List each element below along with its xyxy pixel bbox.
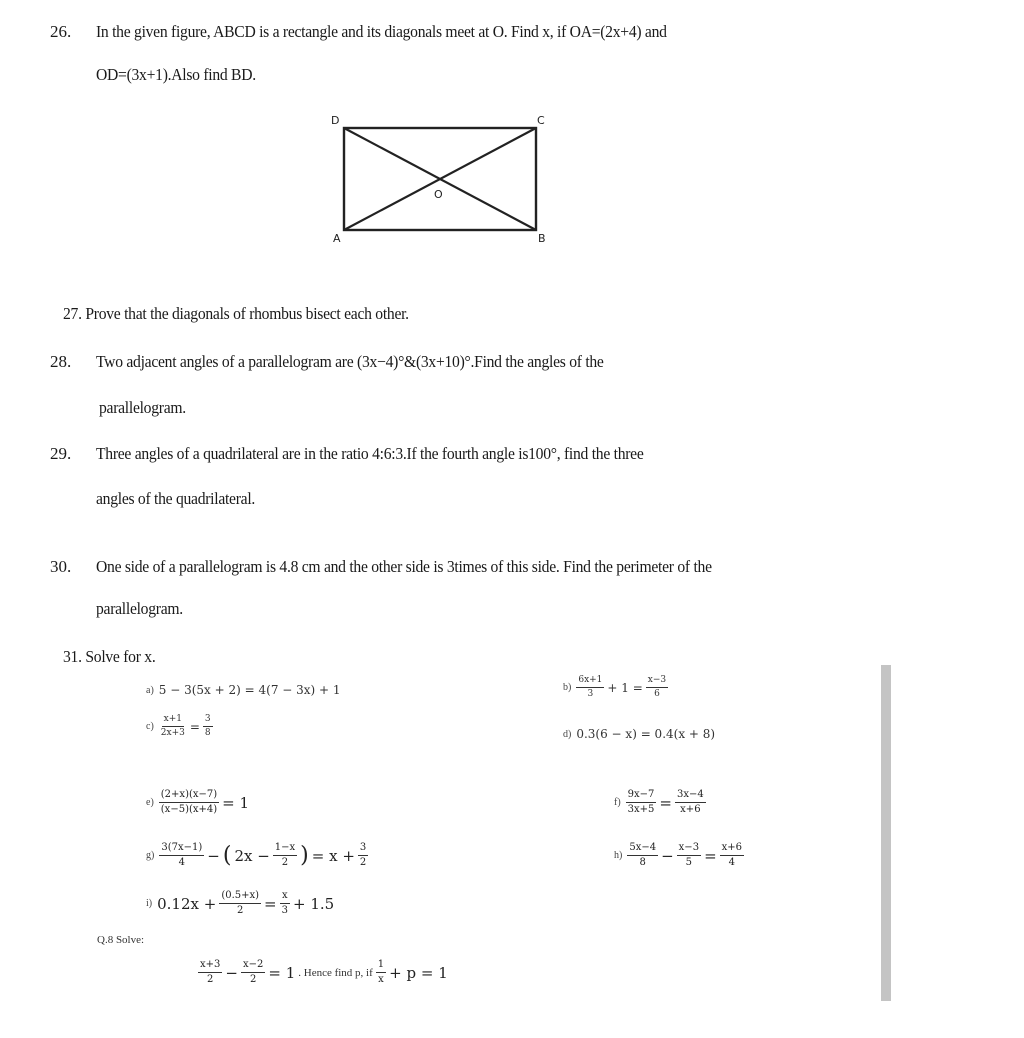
numerator: x−3 — [677, 843, 701, 856]
term: + 1.5 — [293, 894, 335, 913]
question-31-title: 31. Solve for x. — [63, 647, 156, 666]
hence-text: . Hence find p, if — [298, 966, 373, 979]
denominator: 4 — [728, 857, 736, 868]
equation-f — [614, 790, 706, 815]
fraction — [203, 715, 213, 738]
operator: = x + — [311, 846, 355, 865]
numerator: 1 — [376, 960, 386, 973]
equation-b — [563, 676, 668, 699]
equation-c — [146, 715, 213, 738]
numerator: x−3 — [646, 676, 668, 688]
operator: = 1 — [222, 793, 250, 812]
denominator: 5 — [685, 857, 693, 868]
fraction — [358, 843, 368, 868]
equation-i — [146, 891, 334, 916]
question-number-28: 28. — [50, 352, 72, 371]
denominator: 8 — [639, 857, 646, 868]
operator: − — [207, 846, 220, 865]
equation-d — [563, 727, 715, 741]
fraction — [675, 790, 706, 815]
denominator: 2 — [207, 974, 214, 985]
question-30-text-line1: One side of a parallelogram is 4.8 cm and the other side is 3times of this side. Find the perimeter of the — [96, 557, 712, 576]
q8-title: Q.8 Solve: — [97, 934, 145, 946]
fraction — [627, 843, 658, 868]
fraction — [198, 960, 222, 985]
denominator: x+6 — [680, 804, 701, 815]
equation-a-expr: 5 − 3(5x + 2) = 4(7 − 3x) + 1 — [158, 683, 341, 697]
question-27-text: Prove that the diagonals of rhombus bisect each other. — [85, 304, 409, 323]
vertical-divider-bar — [881, 665, 891, 1001]
right-paren: ) — [300, 842, 309, 868]
denominator: 2x+3 — [160, 728, 185, 738]
question-26-text-line2: OD=(3x+1).Also find BD. — [96, 65, 256, 84]
question-27 — [63, 304, 409, 324]
center-label-o: O — [434, 188, 443, 201]
numerator: x+6 — [720, 843, 744, 856]
fraction — [576, 676, 604, 699]
fraction — [677, 843, 701, 868]
part-label-g: g) — [146, 850, 155, 861]
operator: + 1 = — [607, 680, 643, 695]
question-29-text-line1: Three angles of a quadrilateral are in the ratio 4:6:3.If the fourth angle is100°, find the three — [96, 444, 644, 463]
numerator: 1−x — [273, 843, 297, 856]
question-26-text-line1: In the given figure, ABCD is a rectangle and its diagonals meet at O. Find x, if OA=(2x+4) and — [96, 22, 667, 41]
q8-equation — [198, 960, 448, 985]
numerator: (2+x)(x−7) — [159, 790, 219, 803]
numerator: 6x+1 — [576, 676, 604, 688]
operator: − — [225, 963, 238, 982]
denominator: 2 — [249, 974, 257, 985]
vertex-label-d: D — [331, 114, 340, 127]
question-29-text-line2: angles of the quadrilateral. — [96, 489, 256, 508]
term: + p = 1 — [389, 963, 448, 982]
vertex-label-a: A — [333, 232, 341, 245]
fraction — [273, 843, 297, 868]
equation-d-expr: 0.3(6 − x) = 0.4(x + 8) — [576, 727, 716, 741]
term: 0.12x + — [157, 894, 217, 913]
denominator: (x−5)(x+4) — [160, 804, 218, 815]
numerator: x+3 — [198, 960, 222, 973]
fraction — [626, 790, 657, 815]
question-number-27: 27. — [63, 304, 82, 323]
numerator: 3 — [358, 843, 368, 856]
part-label-b: b) — [563, 682, 572, 693]
numerator: 3 — [203, 715, 213, 727]
denominator: 2 — [281, 857, 289, 868]
equation-g — [146, 843, 368, 868]
left-paren: ( — [222, 842, 232, 868]
question-28-text-line2: parallelogram. — [99, 398, 186, 417]
operator: = 1 — [268, 963, 296, 982]
part-label-h: h) — [614, 850, 623, 861]
rectangle-abcd-figure — [330, 115, 560, 255]
numerator: (0.5+x) — [219, 891, 261, 904]
operator: = — [189, 719, 200, 734]
term: 2x − — [234, 846, 270, 865]
numerator: x−2 — [241, 960, 265, 973]
question-30-text-line2: parallelogram. — [96, 599, 183, 618]
part-label-f: f) — [614, 797, 621, 808]
equation-a — [146, 683, 341, 697]
fraction — [720, 843, 744, 868]
denominator: 2 — [359, 857, 367, 868]
vertex-label-c: C — [537, 114, 545, 127]
fraction — [159, 790, 219, 815]
fraction — [646, 676, 668, 699]
fraction — [159, 715, 187, 738]
part-label-d: d) — [563, 728, 572, 740]
numerator: 3(7x−1) — [159, 843, 204, 856]
denominator: 6 — [654, 689, 660, 699]
numerator: 9x−7 — [626, 790, 657, 803]
fraction — [376, 960, 386, 985]
numerator: x+1 — [162, 715, 184, 727]
question-28-text-line1: Two adjacent angles of a parallelogram are (3x−4)°&(3x+10)°.Find the angles of the — [96, 352, 604, 371]
denominator: 3 — [587, 689, 594, 699]
denominator: 3x+5 — [627, 804, 655, 815]
question-number-29: 29. — [50, 444, 72, 463]
denominator: 2 — [236, 905, 244, 916]
part-label-e: e) — [146, 797, 154, 808]
numerator: 5x−4 — [627, 843, 658, 856]
fraction — [280, 891, 290, 916]
fraction — [219, 891, 261, 916]
numerator: x — [280, 891, 290, 904]
question-number-30: 30. — [50, 557, 72, 576]
vertex-label-b: B — [538, 232, 546, 245]
numerator: 3x−4 — [675, 790, 706, 803]
part-label-c: c) — [146, 721, 154, 732]
fraction — [159, 843, 204, 868]
operator: − — [661, 846, 674, 865]
part-label-a: a) — [146, 684, 154, 696]
denominator: 4 — [178, 857, 185, 868]
operator: = — [704, 846, 717, 865]
denominator: 3 — [281, 905, 288, 916]
denominator: 8 — [204, 728, 211, 738]
equation-e — [146, 790, 249, 815]
equation-h — [614, 843, 744, 868]
question-number-26: 26. — [50, 22, 72, 41]
denominator: x — [378, 974, 384, 985]
operator: = — [264, 894, 277, 913]
operator: = — [659, 793, 672, 812]
fraction — [241, 960, 265, 985]
part-label-i: i) — [146, 898, 153, 909]
